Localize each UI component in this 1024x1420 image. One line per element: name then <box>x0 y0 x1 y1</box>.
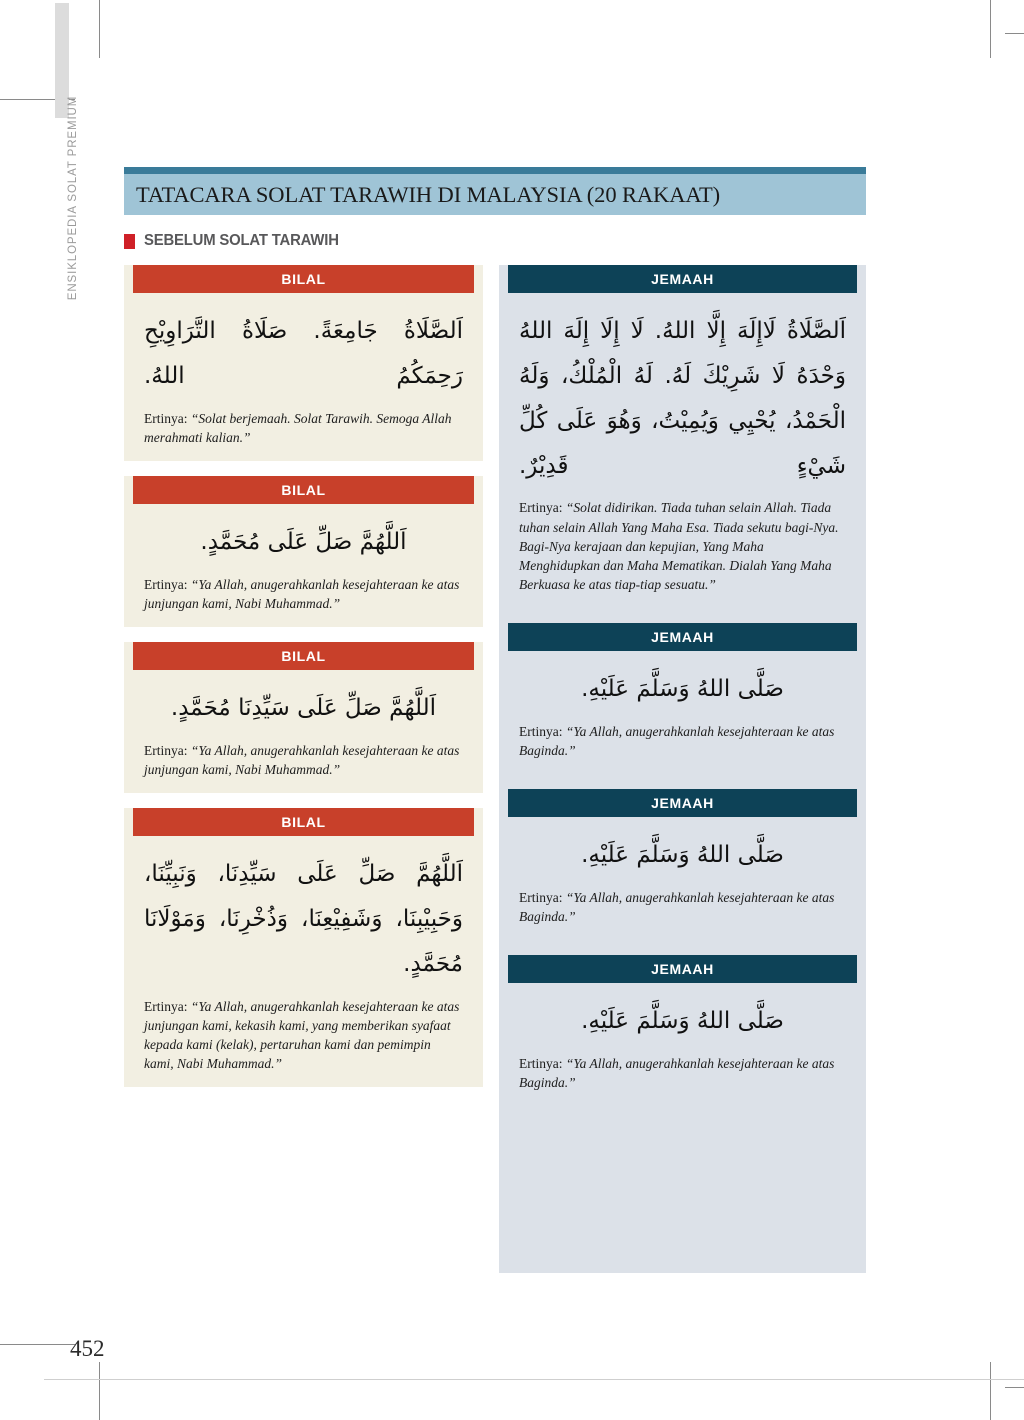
ertinya-label: Ertinya: <box>519 724 563 739</box>
crop-mark-top-right-vertical <box>990 0 991 58</box>
running-head: ENSIKLOPEDIA SOLAT PREMIUM <box>67 95 79 301</box>
jemaah-translation-2 <box>499 712 866 760</box>
footer-rule <box>44 1379 1024 1380</box>
crop-mark-bottom-left-vertical <box>99 1362 100 1420</box>
jemaah-arabic-4: صَلَّى اللهُ وَسَلَّمَ عَلَيْهِ. <box>581 1008 784 1035</box>
crop-mark-top-left-vertical <box>99 0 100 58</box>
jemaah-panel-4 <box>499 955 866 1272</box>
bilal-translation-text-2: “Ya Allah, anugerahkanlah kesejahteraan ke atas junjungan kami, Nabi Muhammad.” <box>144 576 460 611</box>
bilal-panel-3 <box>124 642 483 793</box>
bilal-panel-1 <box>124 265 483 461</box>
page-title: TATACARA SOLAT TARAWIH DI MALAYSIA (20 RAKAAT) <box>136 181 721 207</box>
bilal-band-2: BILAL <box>133 476 474 504</box>
ertinya-label: Ertinya: <box>144 410 188 426</box>
jemaah-panel-1 <box>499 265 866 608</box>
bilal-translation-3 <box>124 731 483 779</box>
jemaah-translation-3 <box>499 878 866 926</box>
bilal-arabic-4: اَللَّهُمَّ صَلِّ عَلَى سَيِّدِنَا، وَنَبِيِّنَا، وَحَبِيْبِنَا، وَشَفِيْعِنَا، وَذُخْرِنَا، وَمَوْلَانَا مُحَمَّدٍ. <box>144 861 463 977</box>
title-accent-stripe <box>124 167 866 174</box>
bilal-translation-2 <box>124 565 483 613</box>
page-number: 452 <box>70 1336 105 1361</box>
bilal-panel-2 <box>124 476 483 627</box>
ertinya-label: Ertinya: <box>519 890 563 906</box>
jemaah-panel-2 <box>499 623 866 774</box>
ertinya-label: Ertinya: <box>519 1056 563 1072</box>
bilal-panel-4 <box>124 808 483 1087</box>
bilal-translation-1 <box>124 399 483 447</box>
section-heading <box>124 232 866 250</box>
bilal-translation-text-4: “Ya Allah, anugerahkanlah kesejahteraan ke atas junjungan kami, kekasih kami, yang memberikan syafaat kepada kami (kelak), pertaruhan kami dan pemimpin kami, Nabi Muhammad.” <box>144 998 460 1072</box>
bilal-arabic-3: اَللَّهُمَّ صَلِّ عَلَى سَيِّدِنَا مُحَمَّدٍ. <box>170 695 437 722</box>
bilal-band-4: BILAL <box>133 808 474 836</box>
bilal-band-3: BILAL <box>133 642 474 670</box>
ertinya-label: Ertinya: <box>144 743 188 758</box>
jemaah-arabic-3: صَلَّى اللهُ وَسَلَّمَ عَلَيْهِ. <box>581 842 784 869</box>
ertinya-label: Ertinya: <box>144 576 188 592</box>
bilal-arabic-1: اَلصَّلَاةُ جَامِعَةً. صَلَاةُ التَّرَاوِيْحِ رَحِمَكُمُ اللهُ. <box>144 318 463 389</box>
bilal-jemaah-table <box>124 265 866 1273</box>
jemaah-column <box>499 265 866 1273</box>
crop-mark-bottom-right-vertical <box>990 1362 991 1420</box>
jemaah-band-4: JEMAAH <box>508 955 857 983</box>
bilal-arabic-2: اَللَّهُمَّ صَلِّ عَلَى مُحَمَّدٍ. <box>200 529 407 555</box>
page-content <box>124 167 866 1273</box>
crop-mark-bottom-left-horizontal <box>0 1344 75 1345</box>
jemaah-translation-text-1: “Solat didirikan. Tiada tuhan selain Allah. Tiada tuhan selain Allah Yang Maha Esa. Tiada sekutu bagi-Nya. Bagi-Nya kerajaan dan kepujian, Yang Maha Menghidupkan dan Maha Mematikan. Dialah Yang Maha Berkuasa ke atas tiap-tiap sesuatu.” <box>519 500 839 592</box>
ertinya-label: Ertinya: <box>144 998 188 1014</box>
jemaah-translation-4 <box>499 1044 866 1092</box>
bilal-column <box>124 265 483 1087</box>
section-heading-label: SEBELUM SOLAT TARAWIH <box>144 232 339 249</box>
jemaah-arabic-2: صَلَّى اللهُ وَسَلَّمَ عَلَيْهِ. <box>581 676 784 703</box>
bilal-translation-4 <box>124 987 483 1074</box>
jemaah-translation-text-3: “Ya Allah, anugerahkanlah kesejahteraan ke atas Baginda.” <box>519 890 835 925</box>
square-bullet-icon <box>124 234 135 249</box>
jemaah-panel-3 <box>499 789 866 940</box>
bilal-band-1: BILAL <box>133 265 474 293</box>
jemaah-band-1: JEMAAH <box>508 265 857 293</box>
jemaah-translation-1 <box>499 488 866 594</box>
crop-mark-bottom-right-horizontal <box>1005 1387 1024 1388</box>
jemaah-arabic-1: اَلصَّلَاةُ لَاإِلَهَ إِلَّا اللهُ. لَا إِلَا إِلَهَ اللهُ وَحْدَهُ لَا شَرِيْكَ لَهُ. لَهُ الْمُلْكُ، وَلَهُ الْحَمْدُ، يُحْيِي وَيُمِيْتُ، وَهُوَ عَلَى كُلِّ شَيْءٍ قَدِيْرٌ. <box>519 318 846 479</box>
jemaah-band-2: JEMAAH <box>508 623 857 651</box>
jemaah-translation-text-4: “Ya Allah, anugerahkanlah kesejahteraan ke atas Baginda.” <box>519 1056 835 1091</box>
ertinya-label: Ertinya: <box>519 500 563 516</box>
crop-mark-top-right-horizontal <box>1005 33 1024 34</box>
jemaah-band-3: JEMAAH <box>508 789 857 817</box>
bilal-translation-text-3: “Ya Allah, anugerahkanlah kesejahteraan ke atas junjungan kami, Nabi Muhammad.” <box>144 743 460 778</box>
jemaah-translation-text-2: “Ya Allah, anugerahkanlah kesejahteraan ke atas Baginda.” <box>519 724 835 759</box>
bilal-translation-text-1: “Solat berjemaah. Solat Tarawih. Semoga Allah merahmati kalian.” <box>144 410 452 445</box>
title-banner <box>124 174 866 215</box>
